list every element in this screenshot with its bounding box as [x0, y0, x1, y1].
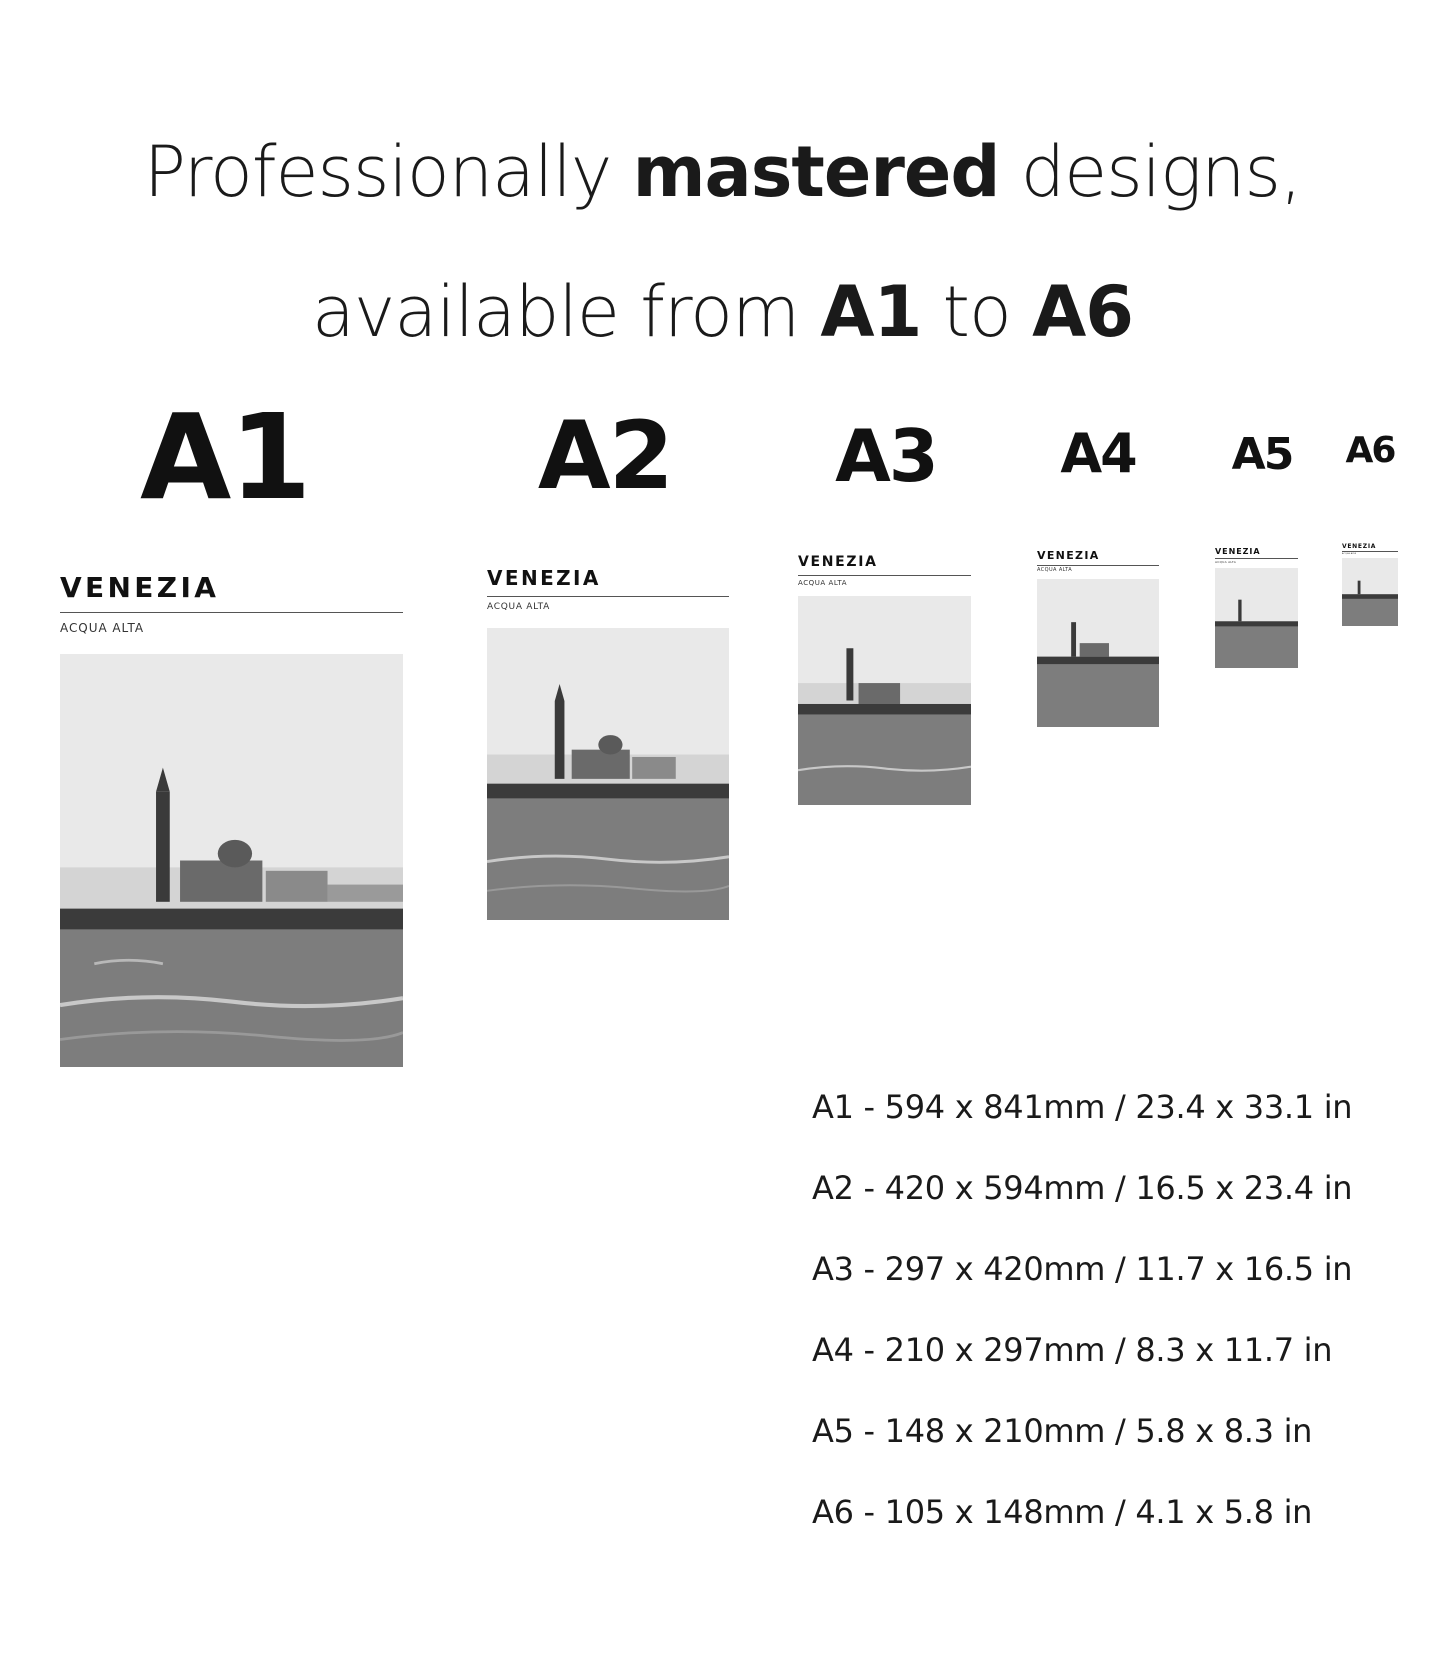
size-label-a5: A5 [1231, 429, 1293, 480]
poster-title: VENEZIA [1215, 547, 1261, 556]
headline-text: available from [312, 271, 821, 353]
poster-subtitle: ACQUA ALTA [798, 579, 848, 587]
poster-a3 [798, 555, 971, 805]
size-row-a3: A3 - 297 x 420mm / 11.7 x 16.5 in [812, 1250, 1353, 1288]
headline-line-2 [0, 242, 1445, 382]
size-label-a3: A3 [835, 414, 937, 498]
poster-photo [487, 628, 729, 920]
size-row-a4: A4 - 210 x 297mm / 8.3 x 11.7 in [812, 1331, 1333, 1369]
headline-text: designs, [999, 131, 1302, 213]
poster-a6 [1342, 544, 1398, 626]
headline-line-1 [0, 102, 1445, 242]
poster-photo [1215, 568, 1298, 668]
poster-divider [1037, 565, 1159, 566]
poster-divider [1342, 551, 1398, 552]
headline [0, 102, 1445, 382]
poster-subtitle: ACQUA ALTA [60, 621, 145, 635]
poster-photo [1037, 579, 1159, 727]
venice-photo-icon [1037, 579, 1159, 727]
size-label-a6: A6 [1345, 430, 1395, 471]
poster-a1 [60, 566, 403, 1067]
size-label-a2: A2 [537, 402, 673, 511]
size-row-a6: A6 - 105 x 148mm / 4.1 x 5.8 in [812, 1493, 1313, 1531]
poster-title: VENEZIA [60, 571, 220, 604]
poster-divider [60, 612, 403, 613]
size-label-a1: A1 [140, 388, 310, 526]
headline-text: Professionally [143, 131, 633, 213]
poster-subtitle: ACQUA ALTA [1215, 560, 1237, 564]
size-list [812, 1088, 1352, 1574]
venice-photo-icon [60, 654, 403, 1067]
poster-photo [60, 654, 403, 1067]
headline-bold-text: mastered [632, 131, 1000, 213]
poster-a2 [487, 566, 729, 920]
poster-title: VENEZIA [798, 554, 878, 570]
poster-photo [798, 596, 971, 805]
venice-photo-icon [487, 628, 729, 920]
size-row-a2: A2 - 420 x 594mm / 16.5 x 23.4 in [812, 1169, 1353, 1207]
headline-bold-text: A1 [820, 271, 922, 353]
poster-subtitle: ACQUA ALTA [1037, 567, 1073, 573]
poster-title: VENEZIA [1342, 543, 1377, 550]
size-row-a1: A1 - 594 x 841mm / 23.4 x 33.1 in [812, 1088, 1353, 1126]
poster-subtitle: ACQUA ALTA [487, 602, 551, 612]
poster-divider [487, 596, 729, 597]
size-label-a4: A4 [1060, 422, 1136, 485]
poster-subtitle: ACQUA ALTA [1342, 553, 1357, 555]
poster-divider [1215, 558, 1298, 559]
poster-a4 [1037, 550, 1159, 727]
poster-photo [1342, 558, 1398, 626]
poster-title: VENEZIA [1037, 549, 1100, 562]
headline-bold-text: A6 [1032, 271, 1133, 353]
poster-divider [798, 575, 971, 576]
venice-photo-icon [798, 596, 971, 805]
size-row-a5: A5 - 148 x 210mm / 5.8 x 8.3 in [812, 1412, 1313, 1450]
poster-a5 [1215, 548, 1298, 668]
venice-photo-icon [1342, 558, 1398, 626]
headline-text: to [921, 271, 1033, 353]
venice-photo-icon [1215, 568, 1298, 668]
poster-title: VENEZIA [487, 566, 601, 590]
